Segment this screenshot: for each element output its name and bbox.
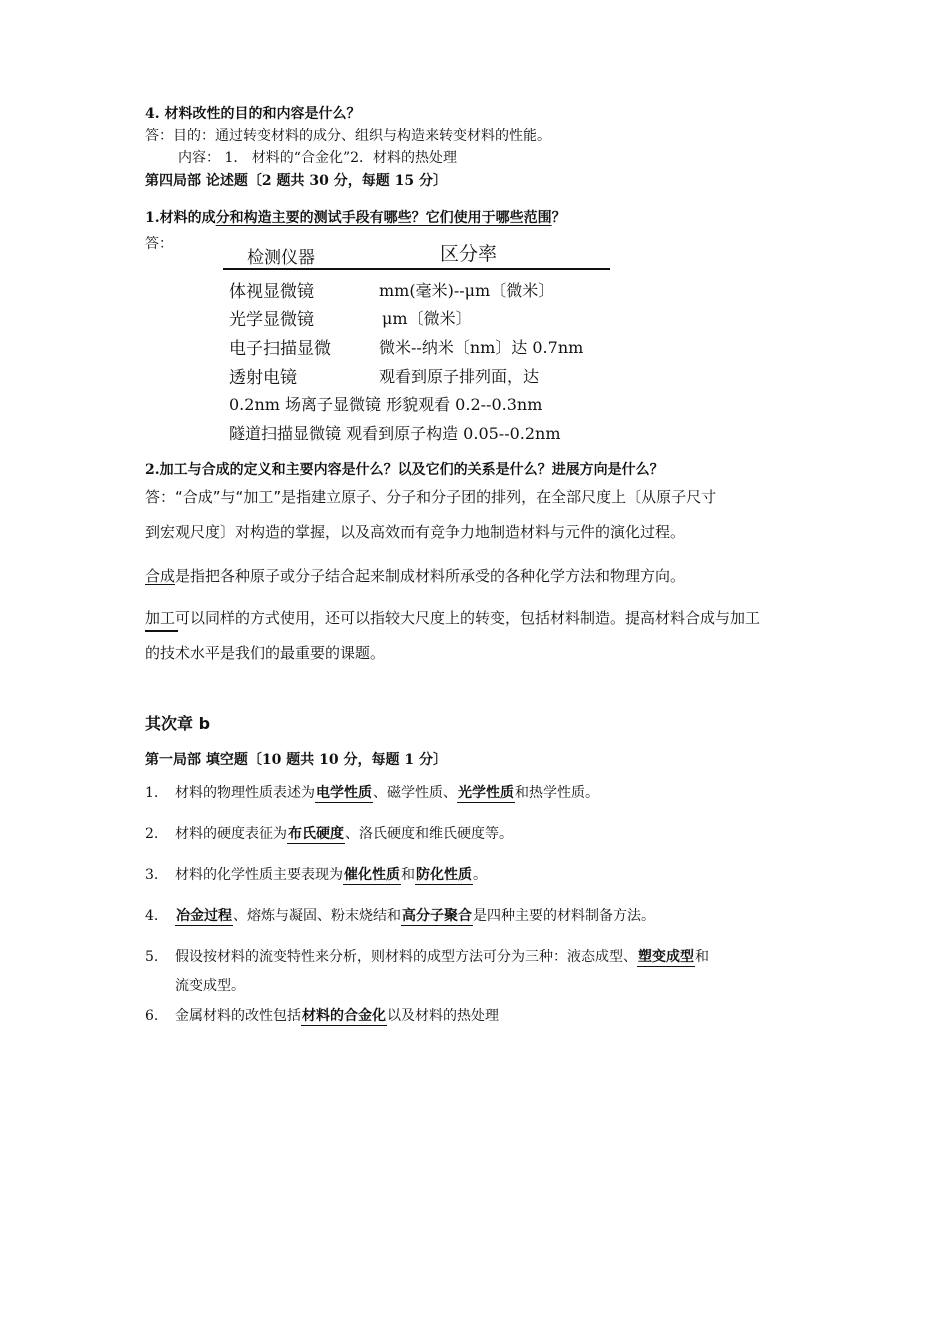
q1-title-underlined: 分和构造主要的测试手段有哪些？它们使用于哪些范围 [215,210,552,226]
fill-item-2: 2. 材料的硬度表征为布氏硬度、洛氏硬度和维氏硬度等。 [145,826,513,842]
fill-answer: 材料的合金化 [302,1008,386,1024]
part4-heading: 第四局部 论述题〔2 题共 30 分，每题 15 分〕 [145,173,447,189]
fill-answer: 高分子聚合 [402,908,472,924]
fill-answer: 催化性质 [344,867,400,883]
table-row-1-instrument: 体视显微镜 [229,282,314,302]
fill-item-1: 1. 材料的物理性质表述为电学性质、磁学性质、光学性质和热学性质。 [145,785,599,801]
q2-para2-rest: 是指把各种原子或分子结合起来制成材料所承受的各种化学方法和物理方向。 [175,567,686,585]
q2-para1-line1: 答：“合成”与“加工”是指建立原子、分子和分子团的排列，在全部尺度上〔从原子尺寸 [145,488,717,506]
q2-para3-underline [145,630,178,632]
fill-item-5: 5. 假设按材料的流变特性来分析，则材料的成型方法可分为三种：液态成型、塑变成型和 [145,949,709,965]
q4-answer-line2: 内容： 1． 材料的“合金化”2．材料的热处理 [178,150,458,166]
fill-answer: 电学性质 [316,785,372,801]
fill-answer: 塑变成型 [638,949,694,965]
q2-para2 [145,565,685,586]
table-row-4-instrument: 透射电镜 [229,368,297,388]
chapter-heading: 其次章 b [145,714,211,733]
fill-item-3: 3. 材料的化学性质主要表现为催化性质和防化性质。 [145,867,487,883]
q2-para3-line2: 的技术水平是我们的最重要的课题。 [145,644,386,662]
fill-item-5-continuation: 流变成型。 [175,978,245,994]
fill-item-6: 6. 金属材料的改性包括材料的合金化以及材料的热处理 [145,1008,499,1024]
part1-heading: 第一局部 填空题〔10 题共 10 分，每题 1 分〕 [145,752,447,768]
table-header-resolution: 区分率 [440,243,498,265]
q4-title: 4. 材料改性的目的和内容是什么？ [145,106,361,122]
table-row-4-resolution: 观看到原子排列面，达 [379,367,540,386]
fill-item-4: 4. 冶金过程、熔炼与凝固、粉末烧结和高分子聚合是四种主要的材料制备方法。 [145,908,655,924]
table-header-instrument: 检测仪器 [247,248,315,268]
table-row-1-resolution: mm(毫米)--μm〔微米〕 [379,281,555,300]
q4-answer-line1: 答：目的：通过转变材料的成分、组织与构造来转变材料的性能。 [145,128,551,144]
table-row-3-instrument: 电子扫描显微 [229,339,331,359]
table-row-3-resolution: 微米--纳米〔nm〕达 0.7nm [379,338,584,357]
q1-title [145,207,566,227]
table-row-2-instrument: 光学显微镜 [229,310,314,330]
q2-para1-line2: 到宏观尺度〕对构造的掌握，以及高效而有竞争力地制造材料与元件的演化过程。 [145,523,686,541]
table-tail-line-2: 隧道扫描显微镜 观看到原子构造 0.05--0.2nm [229,424,561,443]
fill-answer: 布氏硬度 [288,826,344,842]
q1-title-prefix: 1.材料的成 [145,210,216,226]
fill-answer: 防化性质 [416,867,472,883]
table-header-rule [223,268,610,270]
q1-title-suffix: ？ [551,210,566,226]
q2-para2-term: 合成 [145,567,176,585]
fill-answer: 光学性质 [458,785,514,801]
q2-title: 2.加工与合成的定义和主要内容是什么？以及它们的关系是什么？进展方向是什么？ [145,462,664,478]
q2-para3-line1: 加工可以同样的方式使用，还可以指较大尺度上的转变，包括材料制造。提高材料合成与加工 [145,609,761,627]
table-tail-line-1: 0.2nm 场离子显微镜 形貌观看 0.2--0.3nm [229,395,543,414]
fill-answer: 冶金过程 [176,908,232,924]
table-row-2-resolution: μm〔微米〕 [382,309,472,328]
q1-answer-label: 答： [145,236,173,252]
